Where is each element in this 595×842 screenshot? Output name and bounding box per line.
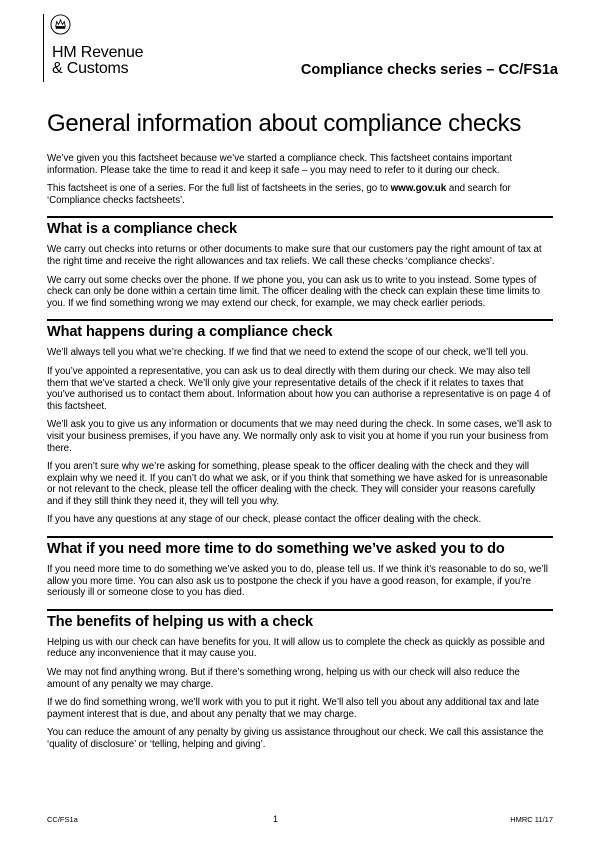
page-title: General information about compliance checks <box>47 110 522 137</box>
footer-version: HMRC 11/17 <box>510 815 553 824</box>
hmrc-logo-text <box>52 45 143 77</box>
section-more-time <box>47 536 553 599</box>
section-paragraph: If you have any questions at any stage of our check, please contact the officer dealing with the check. <box>47 514 482 526</box>
intro-paragraph-series <box>47 183 553 206</box>
section-paragraph: We carry out some checks over the phone. If we phone you, you can ask us to write to you instead. Some types of check can only be done within a certain time limit. The officer dealing with the check can explain these time limits to you. If we find something wrong we may extend our check, for example, we may check earlier periods. <box>47 274 541 309</box>
section-paragraph: If you’ve appointed a representative, you can ask us to deal directly with them during our check. We may also tell them that we’ve started a check. We’ll only give your representative details of the check if it relates to taxes that you’ve authorised us to contact them about. Information about how you can authorise a representative is on page 4 of this factsheet. <box>47 365 551 412</box>
section-paragraph: If you aren’t sure why we’re asking for something, please speak to the officer dealing with the check and they will explain why we need it. If you can’t do what we ask, or if you think that something we have asked for is unreasonable or not relevant to the check, please tell the officer dealing with the check. They will consider your reasons carefully and if they still think they need it, they will tell you why. <box>47 461 548 507</box>
document-body <box>47 153 553 758</box>
section-paragraph: We’ll always tell you what we’re checking. If we find that we need to extend the scope of our check, we’ll tell you. <box>47 347 529 359</box>
section-what-is <box>47 216 553 309</box>
brand-divider <box>43 14 44 82</box>
section-rule <box>47 536 553 538</box>
page-number: 1 <box>273 814 279 824</box>
section-rule <box>47 609 553 611</box>
section-what-happens <box>47 319 553 526</box>
section-heading: What happens during a compliance check <box>47 324 333 341</box>
intro-text-after: and search for ‘Compliance checks factsheets’. <box>47 183 511 206</box>
footer-reference: CC/FS1a <box>47 815 78 824</box>
section-paragraph: You can reduce the amount of any penalty by giving us assistance throughout our check. We call this assistance the ‘quality of disclosure’ or ‘telling, helping and giving’. <box>47 727 544 750</box>
series-title: Compliance checks series – CC/FS1a <box>300 62 558 78</box>
section-heading: The benefits of helping us with a check <box>47 613 313 630</box>
section-heading: What if you need more time to do something we’ve asked you to do <box>47 541 505 558</box>
section-rule <box>47 216 553 218</box>
section-paragraph: We’ll ask you to give us any information or documents that we may need during the check. In some cases, we’ll ask to visit your business premises, if you have any. We normally only ask to visit you at home if you run your business from there. <box>47 419 552 454</box>
intro-text-before: This factsheet is one of a series. For the full list of factsheets in the series, go to <box>47 183 391 195</box>
royal-crest-icon <box>50 14 71 35</box>
section-paragraph: We may not find anything wrong. But if there’s something wrong, helping us with our check will also reduce the amount of any penalty we may charge. <box>47 667 520 690</box>
section-paragraph: If we do find something wrong, we’ll work with you to put it right. We’ll also tell you about any additional tax and late payment interest that is due, and about any penalty that we may charge. <box>47 697 540 720</box>
govuk-link[interactable]: www.gov.uk <box>390 183 447 195</box>
section-rule <box>47 319 553 321</box>
brand-line-1: HM Revenue <box>52 44 144 61</box>
section-heading: What is a compliance check <box>47 221 237 238</box>
section-paragraph: We carry out checks into returns or other documents to make sure that our customers pay the right amount of tax at the right time and receive the right allowances and tax reliefs. We call these checks ‘compliance checks’. <box>47 244 542 267</box>
page-header <box>43 0 563 86</box>
intro-paragraph: We’ve given you this factsheet because we’ve started a compliance check. This factsheet contains important information. Please take the time to read it and keep it safe – you may need to refer to it during our check. <box>47 153 512 176</box>
section-paragraph: If you need more time to do something we’ve asked you to do, please tell us. If we think it’s reasonable to do so, we’ll allow you more time. You can also ask us to postpone the check if you have a good reason, for example, if you’re seriously ill or someone close to you has died. <box>47 564 548 599</box>
section-benefits <box>47 609 553 751</box>
brand-line-2: & Customs <box>52 60 129 77</box>
section-paragraph: Helping us with our check can have benefits for you. It will allow us to complete the check as quickly as possible and reduce any inconvenience that it may cause you. <box>47 636 545 660</box>
